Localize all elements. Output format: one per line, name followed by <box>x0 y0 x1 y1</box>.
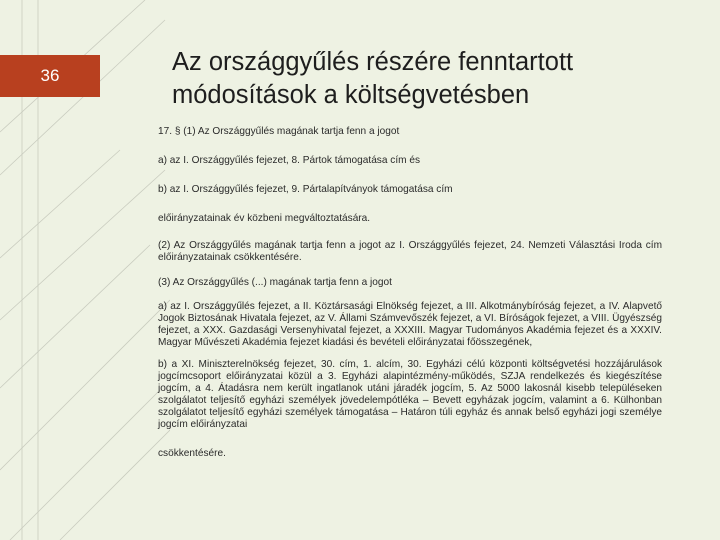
paragraph: 17. § (1) Az Országgyűlés magának tartja fenn a jogot <box>158 126 400 137</box>
slide-number: 36 <box>40 66 60 85</box>
slide-body <box>158 126 662 460</box>
paragraph: a) az I. Országgyűlés fejezet, 8. Pártok támogatása cím és <box>158 155 420 166</box>
paragraph: előirányzatainak év közbeni megváltoztatására. <box>158 213 371 224</box>
paragraph: (2) Az Országgyűlés magának tartja fenn a jogot az I. Országgyűlés fejezet, 24. Nemzeti Választási Iroda cím előirányzatainak csökkentésére. <box>158 240 662 263</box>
paragraph: b) a XI. Miniszterelnökség fejezet, 30. cím, 1. alcím, 30. Egyházi célú központi költségvetési hozzájárulások jogcímcsoport előirányzatai közül a 3. Egyházi alapintézmény-működés, SZJA rendelkezés és kiegészítése jogcím, a 4. Átadásra nem került ingatlanok utáni járadék jogcím, 5. Az 5000 lakosnál kisebb településeken szolgálatot teljesítő egyházi személyek jövedelempótléka – Bevett egyházak jogcím, valamint a 6. Külhonban szolgálatot teljesítő egyházi személyek támogatása – Határon túli egyház és annak belső egyházi jogi személye jogcím előirányzatai <box>158 359 662 430</box>
paragraph: b) az I. Országgyűlés fejezet, 9. Pártalapítványok támogatása cím <box>158 184 453 195</box>
title-line-1: Az országgyűlés részére fenntartott <box>172 48 574 76</box>
paragraph: (3) Az Országgyűlés (...) magának tartja fenn a jogot <box>158 277 392 288</box>
title-line-2: módosítások a költségvetésben <box>172 81 530 109</box>
slide-number-bar <box>0 55 100 97</box>
slide-title <box>172 46 692 112</box>
paragraph: a) az I. Országgyűlés fejezet, a II. Köztársasági Elnökség fejezet, a III. Alkotmánybíróság fejezet, a IV. Alapvető Jogok Biztosának Hivatala fejezet, az V. Állami Számvevőszék fejezet, a VI. Bíróságok fejezet, a VIII. Ügyészség fejezet, a XXX. Gazdasági Versenyhivatal fejezet, a XXXIII. Magyar Tudományos Akadémia fejezet és a XXXIV. Magyar Művészeti Akadémia fejezet kiadási és bevételi előirányzatai főösszegének, <box>158 301 662 348</box>
paragraph: csökkentésére. <box>158 448 226 459</box>
